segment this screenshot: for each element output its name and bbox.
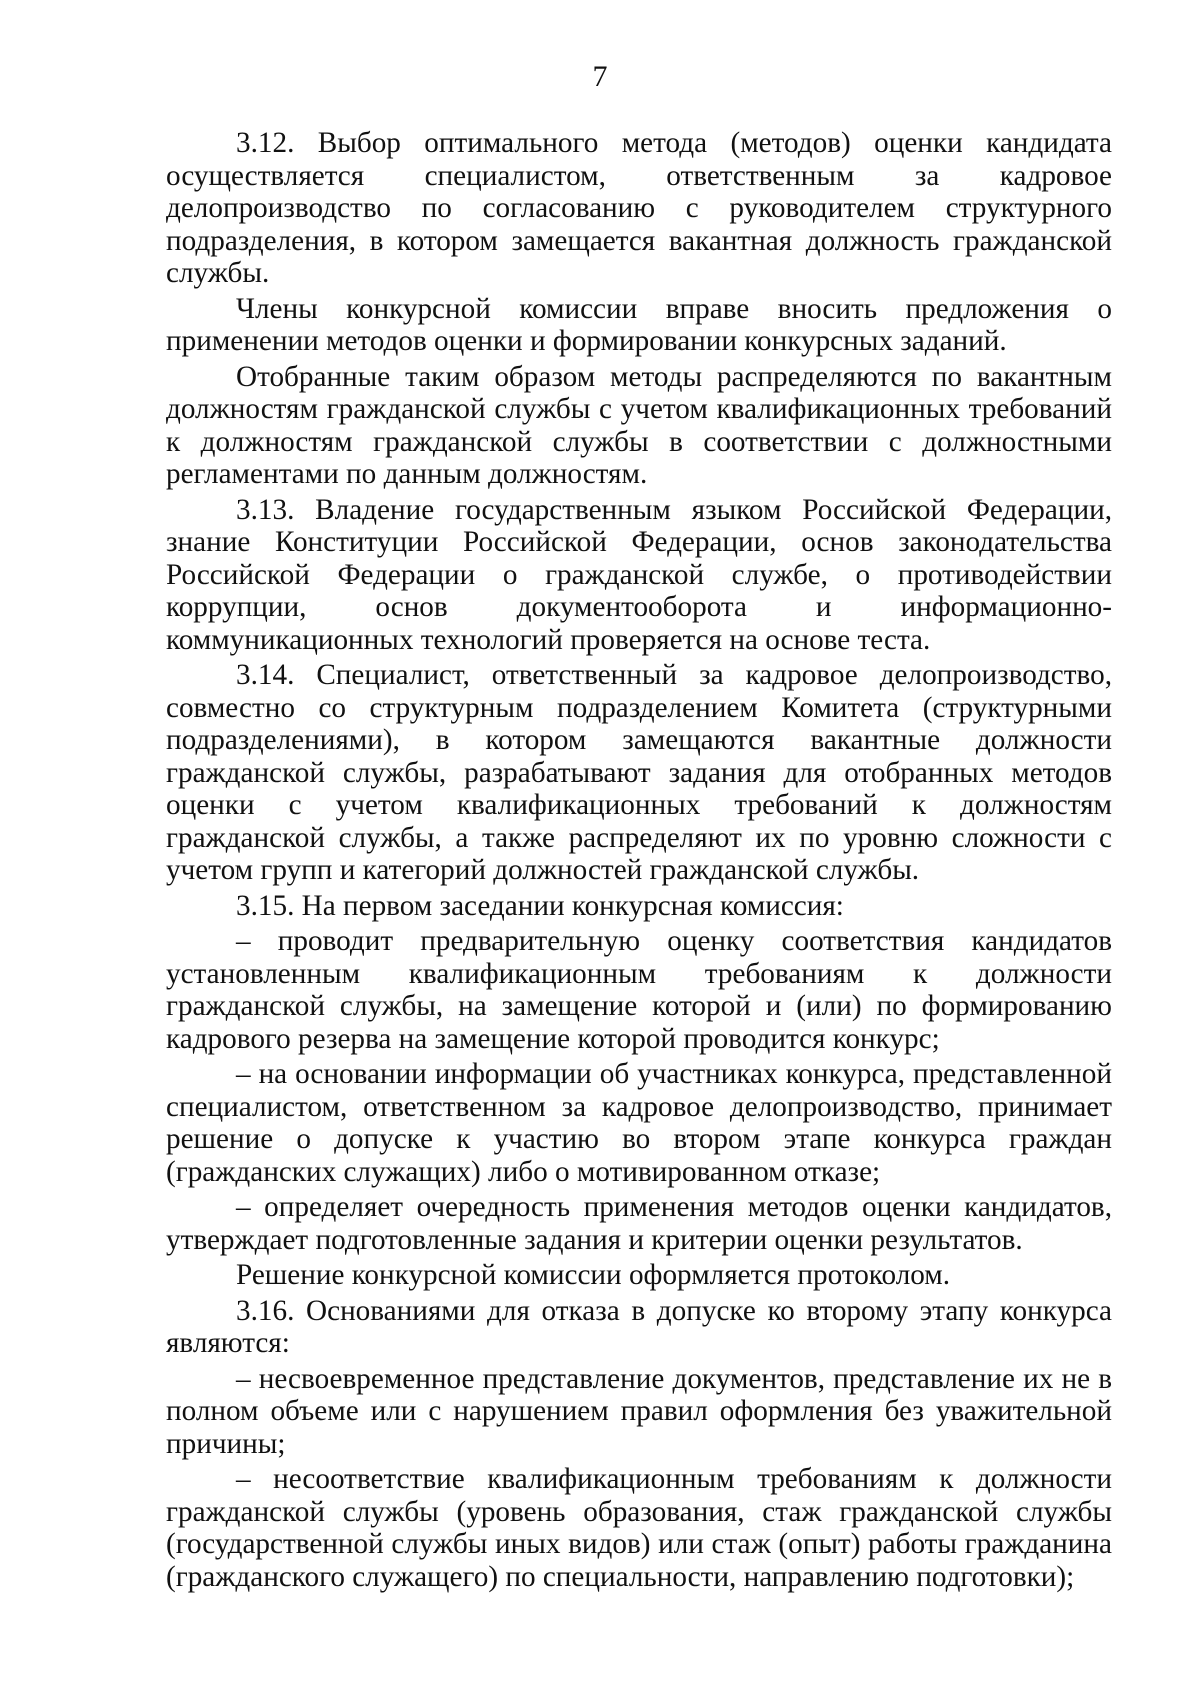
document-body xyxy=(166,127,1112,1596)
list-item-late-documents: – несвоевременное представление документов, представление их не в полном объеме или с нарушением правил оформления без уважительной причины; xyxy=(166,1362,1112,1460)
paragraph-selected-methods: Отобранные таким образом методы распределяются по вакантным должностям гражданской службы с учетом квалификационных требований к должностям гражданской службы в соответствии с должностными регламентами по данным должностям. xyxy=(166,360,1112,490)
list-item-admission-decision: – на основании информации об участниках конкурса, представленной специалистом, ответственном за кадровое делопроизводство, принимает решение о допуске к участию во втором этапе конкурса граждан (гражданских служащих) либо о мотивированном отказе; xyxy=(166,1058,1112,1188)
list-item-preliminary-assessment: – проводит предварительную оценку соответствия кандидатов установленным квалификационным требованиям к должности гражданской службы, на замещение которой и (или) по формированию кадрового резерва на замещение которой проводится конкурс; xyxy=(166,925,1112,1055)
paragraph-3-12: 3.12. Выбор оптимального метода (методов) оценки кандидата осуществляется специалистом, ответственным за кадровое делопроизводство по согласованию с руководителем структурного подразделения, в котором замещается вакантная должность гражданской службы. xyxy=(166,127,1112,289)
paragraph-3-16: 3.16. Основаниями для отказа в допуске ко второму этапу конкурса являются: xyxy=(166,1294,1112,1359)
paragraph-3-13: 3.13. Владение государственным языком Российской Федерации, знание Конституции Российской Федерации, основ законодательства Российской Федерации о гражданской службе, о противодействии коррупции, основ документооборота и информационно-коммуникационных технологий проверяется на основе теста. xyxy=(166,493,1112,656)
paragraph-3-14: 3.14. Специалист, ответственный за кадровое делопроизводство, совместно со структурным подразделением Комитета (структурными подразделениями), в котором замещаются вакантные должности гражданской службы, разрабатывают задания для отобранных методов оценки с учетом квалификационных требований к должностям гражданской службы, а также распределяют их по уровню сложности с учетом групп и категорий должностей гражданской службы. xyxy=(166,659,1112,886)
page-number: 7 xyxy=(592,60,608,93)
list-item-qualification-mismatch: – несоответствие квалификационным требованиям к должности гражданской службы (уровень образования, стаж гражданской службы (государственной службы иных видов) или стаж (опыт) работы гражданина (гражданского служащего) по специальности, направлению подготовки); xyxy=(166,1463,1112,1593)
paragraph-3-15: 3.15. На первом заседании конкурсная комиссия: xyxy=(236,889,844,922)
paragraph-protocol: Решение конкурсной комиссии оформляется протоколом. xyxy=(236,1259,951,1291)
list-item-evaluation-order: – определяет очередность применения методов оценки кандидатов, утверждает подготовленные задания и критерии оценки результатов. xyxy=(166,1191,1112,1256)
paragraph-commission-members: Члены конкурсной комиссии вправе вносить предложения о применении методов оценки и формировании конкурсных заданий. xyxy=(166,292,1112,357)
